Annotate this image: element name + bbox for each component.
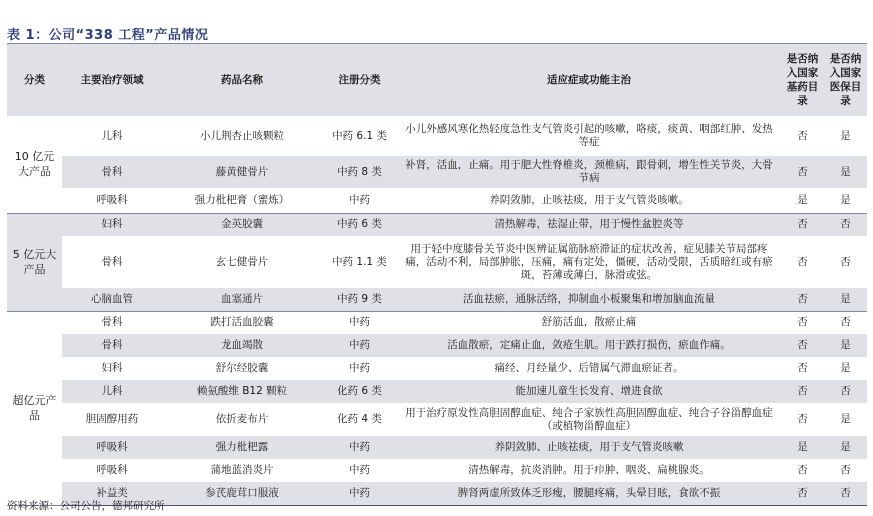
table-row — [7, 116, 867, 156]
indication-cell: 活血散瘀，定痛止血，敛疮生肌。用于跌打损伤，瘀血作痛。 — [397, 334, 781, 357]
header-drug-name: 药品名称 — [162, 44, 322, 116]
essential-cell: 否 — [781, 156, 824, 188]
source-note: 资料来源：公司公告，德邦研究所 — [7, 500, 165, 512]
area-cell: 骨科 — [101, 255, 123, 268]
insurance-cell: 是 — [840, 129, 851, 142]
essential-cell: 是 — [781, 188, 824, 213]
indication-cell: 养阴敛肺、止咳祛痰，用于支气管炎咳嗽 — [397, 436, 781, 459]
registration-cell: 中药 8 类 — [322, 156, 397, 188]
indication-cell: 小儿外感风寒化热轻度急性支气管炎引起的咳嗽，咯痰，痰黄、咽部红肿、发热等症 — [405, 123, 773, 148]
registration-cell: 中药 — [322, 482, 397, 505]
registration-cell: 中药 6.1 类 — [332, 129, 387, 142]
registration-cell: 中药 — [322, 188, 397, 213]
essential-cell: 否 — [781, 288, 824, 311]
essential-cell: 否 — [797, 255, 808, 268]
indication-cell: 清热解毒，祛湿止带，用于慢性盆腔炎等 — [397, 213, 781, 236]
drug-name-cell: 舒尔经胶囊 — [215, 362, 269, 374]
drug-name-cell: 参芪鹿茸口服液 — [162, 482, 322, 505]
table-row — [7, 334, 867, 357]
insurance-cell: 是 — [824, 288, 867, 311]
table-row — [7, 403, 867, 436]
table-row — [7, 236, 867, 288]
essential-cell: 否 — [797, 464, 808, 476]
registration-cell: 中药 9 类 — [322, 288, 397, 311]
registration-cell: 中药 — [349, 362, 370, 374]
area-cell: 胆固醇用药 — [85, 413, 139, 425]
insurance-cell: 否 — [824, 213, 867, 236]
indication-cell: 脾肾两虚所致体乏形瘦，腰腿疼痛，头晕目眩，食欲不振 — [397, 482, 781, 505]
area-cell: 骨科 — [101, 316, 123, 329]
drug-name-cell: 赖氨酸维 B12 颗粒 — [162, 380, 322, 403]
insurance-cell: 是 — [824, 334, 867, 357]
essential-cell: 否 — [797, 413, 808, 425]
insurance-cell: 是 — [840, 413, 851, 425]
drug-name-cell: 蒲地蓝消炎片 — [210, 464, 274, 476]
insurance-cell: 是 — [840, 362, 851, 374]
insurance-cell: 是 — [824, 188, 867, 213]
drug-name-cell: 玄七健骨片 — [215, 255, 269, 268]
area-cell: 妇科 — [62, 213, 162, 236]
table-row — [7, 436, 867, 459]
header-indication: 适应症或功能主治 — [397, 44, 781, 116]
drug-name-cell: 金英胶囊 — [162, 213, 322, 236]
product-table — [7, 44, 867, 506]
area-cell: 儿科 — [62, 380, 162, 403]
essential-cell: 否 — [781, 482, 824, 505]
insurance-cell: 否 — [840, 464, 851, 476]
table-row — [7, 459, 867, 482]
indication-cell: 用于轻中度膝骨关节炎中医辨证属筋脉瘀滞证的症状改善，症见膝关节局部疼痛，活动不利，局部肿胀，压痛，痛有定处，僵硬，活动受限，舌质暗红或有瘀斑，苔薄或薄白，脉滑或弦。 — [405, 242, 773, 281]
table-row — [7, 188, 867, 213]
header-essential-list: 是否纳入国家基药目录 — [781, 44, 824, 116]
drug-name-cell: 藤黄健骨片 — [162, 156, 322, 188]
registration-cell: 中药 — [349, 464, 370, 476]
insurance-cell: 否 — [824, 482, 867, 505]
essential-cell: 否 — [797, 129, 808, 142]
essential-cell: 否 — [797, 316, 808, 329]
area-cell: 心脑血管 — [62, 288, 162, 311]
drug-name-cell: 依折麦布片 — [215, 413, 269, 425]
area-cell: 骨科 — [62, 156, 162, 188]
insurance-cell: 否 — [824, 380, 867, 403]
indication-cell: 能加速儿童生长发育、增进食欲 — [397, 380, 781, 403]
indication-cell: 用于治疗原发性高胆固醇血症、纯合子家族性高胆固醇血症、纯合子谷甾醇血症（或植物甾醇血症） — [405, 406, 773, 432]
area-cell: 妇科 — [101, 362, 123, 374]
registration-cell: 中药 6 类 — [322, 213, 397, 236]
table-title: 表 1：公司“338 工程”产品情况 — [7, 28, 209, 43]
table-row — [7, 380, 867, 403]
area-cell: 儿科 — [101, 129, 123, 142]
registration-cell: 化药 4 类 — [337, 413, 382, 425]
drug-name-cell: 小儿荆杏止咳颗粒 — [200, 129, 284, 142]
header-row — [7, 44, 867, 116]
area-cell: 呼吸科 — [62, 188, 162, 213]
header-category: 分类 — [7, 44, 62, 116]
category-cell: 10 亿元大产品 — [7, 116, 62, 213]
indication-cell: 养阴敛肺，止咳祛痰，用于支气管炎咳嗽。 — [397, 188, 781, 213]
essential-cell: 否 — [781, 334, 824, 357]
header-insurance-list: 是否纳入国家医保目录 — [824, 44, 867, 116]
area-cell: 呼吸科 — [62, 436, 162, 459]
area-cell: 补益类 — [62, 482, 162, 505]
registration-cell: 中药 — [349, 316, 370, 329]
drug-name-cell: 强力枇杷露 — [162, 436, 322, 459]
area-cell: 呼吸科 — [96, 464, 128, 476]
indication-cell: 痛经、月经量少、后错属气滞血瘀证者。 — [494, 362, 684, 374]
indication-cell: 清热解毒，抗炎消肿。用于疖肿、咽炎、扁桃腺炎。 — [468, 464, 710, 476]
essential-cell: 否 — [781, 213, 824, 236]
insurance-cell: 否 — [840, 316, 851, 329]
drug-name-cell: 龙血竭散 — [162, 334, 322, 357]
registration-cell: 中药 — [322, 334, 397, 357]
insurance-cell: 否 — [840, 255, 851, 268]
category-cell: 5 亿元大产品 — [7, 213, 62, 311]
header-registration: 注册分类 — [322, 44, 397, 116]
indication-cell: 补肾，活血，止痛。用于肥大性脊椎炎，颈椎病，跟骨刺，增生性关节炎，大骨节病 — [397, 156, 781, 188]
table-row — [7, 288, 867, 311]
drug-name-cell: 跌打活血胶囊 — [210, 316, 274, 329]
insurance-cell: 是 — [824, 436, 867, 459]
table-row — [7, 357, 867, 380]
registration-cell: 中药 1.1 类 — [332, 255, 387, 268]
table-row — [7, 156, 867, 188]
category-cell: 超亿元产品 — [7, 311, 62, 505]
drug-name-cell: 强力枇杷膏（蜜炼） — [162, 188, 322, 213]
registration-cell: 化药 6 类 — [322, 380, 397, 403]
indication-cell: 舒筋活血，散瘀止痛 — [541, 316, 637, 329]
indication-cell: 活血祛瘀，通脉活络，抑制血小板聚集和增加脑血流量 — [397, 288, 781, 311]
table-row — [7, 311, 867, 334]
insurance-cell: 是 — [824, 156, 867, 188]
essential-cell: 否 — [797, 362, 808, 374]
header-area: 主要治疗领域 — [62, 44, 162, 116]
table-row — [7, 213, 867, 236]
area-cell: 骨科 — [62, 334, 162, 357]
essential-cell: 否 — [781, 380, 824, 403]
essential-cell: 是 — [781, 436, 824, 459]
drug-name-cell: 血塞通片 — [162, 288, 322, 311]
registration-cell: 中药 — [322, 436, 397, 459]
